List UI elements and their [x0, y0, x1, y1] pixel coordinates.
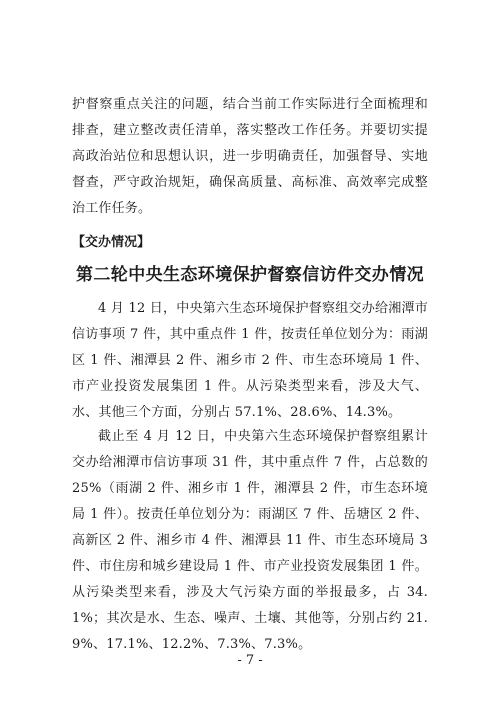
body-paragraph: 4 月 12 日，中央第六生态环境保护督察组交办给湘潭市信访事项 7 件，其中重点件 1 件，按责任单位划分为：雨湖区 1 件、湘潭县 2 件、湘乡市 2 件、市生态环境局 1 件、市产业投资发展集团 1 件。从污染类型来看，涉及大气、水、其他三个方面，分别占 57.1%、28.6%、14.3%。 — [72, 301, 428, 420]
intro-paragraph: 护督察重点关注的问题，结合当前工作实际进行全面梳理和排查，建立整改责任清单，落实整改工作任务。并要切实提高政治站位和思想认识，进一步明确责任，加强督导、实地督查，严守政治规矩，确保高质量、高标准、高效率完成整治工作任务。 — [72, 97, 428, 216]
page-number: - 7 - — [237, 653, 263, 668]
section-tag: 【交办情况】 — [72, 235, 151, 250]
section-title: 第二轮中央生态环境保护督察信访件交办情况 — [76, 265, 424, 285]
body-paragraph: 截止至 4 月 12 日，中央第六生态环境保护督察组累计交办给湘潭市信访事项 31 件，其中重点件 7 件，占总数的 25%（雨湖 2 件、湘乡市 1 件，湘潭县 2 件，市生态环境局 1 件）。按责任单位划分为：雨湖区 7 件、岳塘区 2 件、高新区 2 件、湘乡市 4 件、湘潭县 11 件、市生态环境局 3 件、市住房和城乡建设局 1 件、市产业投资发展集团 1 件。从污染类型来看，涉及大气污染方面的举报最多，占 34.1%；其次是水、生态、噪声、土壤、其他等，分别占约 21.9%、17.1%、12.2%、7.3%、7.3%。 — [72, 429, 428, 652]
